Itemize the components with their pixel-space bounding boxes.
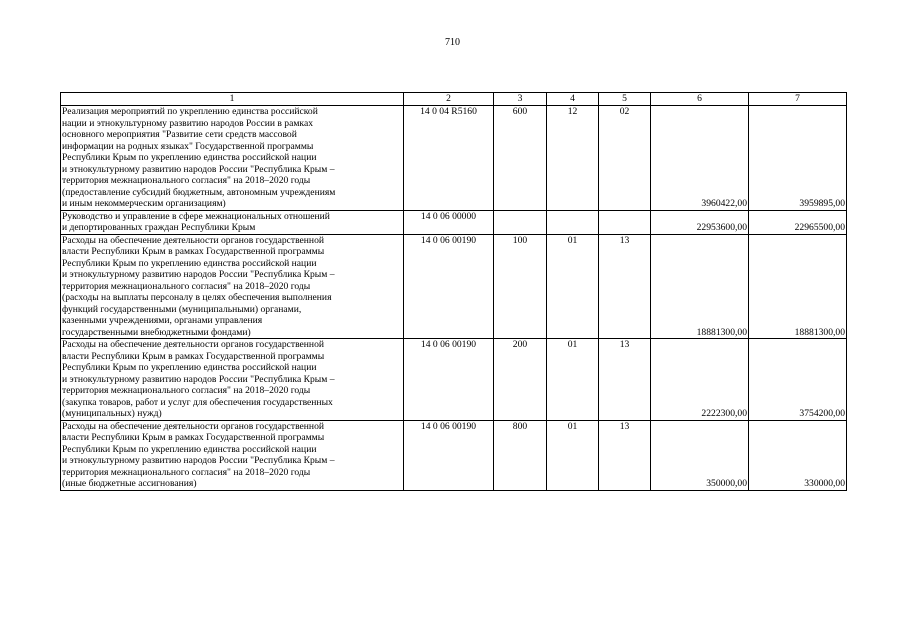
description-line: функций государственными (муниципальными) органами, bbox=[62, 303, 302, 315]
description-line: (муниципальных) нужд) bbox=[62, 408, 162, 419]
budget-classification-code: 14 0 06 00000 bbox=[404, 210, 494, 234]
description-line: территория межнационального согласия" на 2018–2020 годы bbox=[62, 385, 311, 396]
column-header: 1 bbox=[61, 93, 404, 106]
column-header: 4 bbox=[547, 93, 599, 106]
expense-type-code: 200 bbox=[494, 339, 547, 421]
subsection-code: 02 bbox=[599, 106, 651, 211]
subsection-code: 13 bbox=[599, 234, 651, 339]
table-row bbox=[61, 234, 847, 339]
amount-year-1: 18881300,00 bbox=[651, 234, 749, 339]
amount-year-1: 22953600,00 bbox=[651, 210, 749, 234]
description-line: власти Республики Крым в рамках Государственной программы bbox=[62, 246, 325, 257]
description-line: государственными внебюджетными фондами) bbox=[62, 326, 251, 338]
column-number-header-row bbox=[61, 93, 847, 106]
description-line: нации и этнокультурному развитию народов России в рамках bbox=[62, 117, 313, 129]
description-line: (расходы на выплаты персоналу в целях обеспечения выполнения bbox=[62, 292, 332, 303]
budget-classification-code: 14 0 06 00190 bbox=[404, 339, 494, 421]
section-code bbox=[547, 210, 599, 234]
amount-year-2: 18881300,00 bbox=[749, 234, 847, 339]
section-code: 01 bbox=[547, 234, 599, 339]
description-line: Руководство и управление в сфере межнациональных отношений bbox=[62, 210, 330, 222]
description-line: территория межнационального согласия" на 2018–2020 годы bbox=[62, 175, 311, 186]
row-description bbox=[61, 210, 404, 234]
amount-year-2: 3959895,00 bbox=[749, 106, 847, 211]
column-header: 2 bbox=[404, 93, 494, 106]
table-row bbox=[61, 106, 847, 211]
description-line: и депортированных граждан Республики Крым bbox=[62, 222, 256, 233]
table-row bbox=[61, 210, 847, 234]
subsection-code: 13 bbox=[599, 420, 651, 490]
amount-year-1: 3960422,00 bbox=[651, 106, 749, 211]
description-line: территория межнационального согласия" на 2018–2020 годы bbox=[62, 280, 311, 292]
description-line: Республики Крым по укреплению единства российской нации bbox=[62, 362, 317, 373]
table-row bbox=[61, 339, 847, 421]
column-header: 5 bbox=[599, 93, 651, 106]
column-header: 3 bbox=[494, 93, 547, 106]
description-line: (иные бюджетные ассигнования) bbox=[62, 478, 197, 489]
expense-type-code: 100 bbox=[494, 234, 547, 339]
budget-classification-code: 14 0 04 R5160 bbox=[404, 106, 494, 211]
description-line: (предоставление субсидий бюджетным, автономным учреждениям bbox=[62, 186, 336, 198]
description-line: и иным некоммерческим организациям) bbox=[62, 198, 226, 209]
amount-year-2: 3754200,00 bbox=[749, 339, 847, 421]
amount-year-2: 22965500,00 bbox=[749, 210, 847, 234]
subsection-code: 13 bbox=[599, 339, 651, 421]
description-line: и этнокультурному развитию народов России "Республика Крым – bbox=[62, 455, 335, 466]
budget-table bbox=[60, 92, 847, 491]
description-line: Республики Крым по укреплению единства российской нации bbox=[62, 443, 317, 455]
description-line: и этнокультурному развитию народов России "Республика Крым – bbox=[62, 373, 335, 385]
section-code: 12 bbox=[547, 106, 599, 211]
row-description bbox=[61, 420, 404, 490]
expense-type-code: 600 bbox=[494, 106, 547, 211]
description-line: основного мероприятия "Развитие сети средств массовой bbox=[62, 129, 297, 140]
description-line: власти Республики Крым в рамках Государственной программы bbox=[62, 432, 325, 443]
table-row bbox=[61, 420, 847, 490]
description-line: Расходы на обеспечение деятельности органов государственной bbox=[62, 339, 325, 350]
amount-year-1: 2222300,00 bbox=[651, 339, 749, 421]
row-description bbox=[61, 234, 404, 339]
description-line: Расходы на обеспечение деятельности органов государственной bbox=[62, 420, 325, 432]
description-line: Республики Крым по укреплению единства российской нации bbox=[62, 152, 317, 163]
description-line: Расходы на обеспечение деятельности органов государственной bbox=[62, 234, 325, 246]
budget-classification-code: 14 0 06 00190 bbox=[404, 420, 494, 490]
column-header: 6 bbox=[651, 93, 749, 106]
amount-year-1: 350000,00 bbox=[651, 420, 749, 490]
expense-type-code: 800 bbox=[494, 420, 547, 490]
description-line: (закупка товаров, работ и услуг для обеспечения государственных bbox=[62, 396, 333, 408]
description-line: власти Республики Крым в рамках Государственной программы bbox=[62, 350, 325, 362]
budget-classification-code: 14 0 06 00190 bbox=[404, 234, 494, 339]
description-line: и этнокультурному развитию народов России "Республика Крым – bbox=[62, 269, 335, 280]
amount-year-2: 330000,00 bbox=[749, 420, 847, 490]
section-code: 01 bbox=[547, 339, 599, 421]
description-line: Республики Крым по укреплению единства российской нации bbox=[62, 257, 317, 269]
description-line: казенными учреждениями, органами управления bbox=[62, 315, 263, 326]
page-number: 710 bbox=[445, 37, 460, 48]
description-line: Реализация мероприятий по укреплению единства российской bbox=[62, 106, 318, 117]
expense-type-code bbox=[494, 210, 547, 234]
subsection-code bbox=[599, 210, 651, 234]
description-line: территория межнационального согласия" на 2018–2020 годы bbox=[62, 466, 311, 478]
row-description bbox=[61, 106, 404, 211]
row-description bbox=[61, 339, 404, 421]
column-header: 7 bbox=[749, 93, 847, 106]
section-code: 01 bbox=[547, 420, 599, 490]
description-line: и этнокультурному развитию народов России "Республика Крым – bbox=[62, 163, 335, 175]
description-line: информации на родных языках" Государственной программы bbox=[62, 140, 314, 152]
